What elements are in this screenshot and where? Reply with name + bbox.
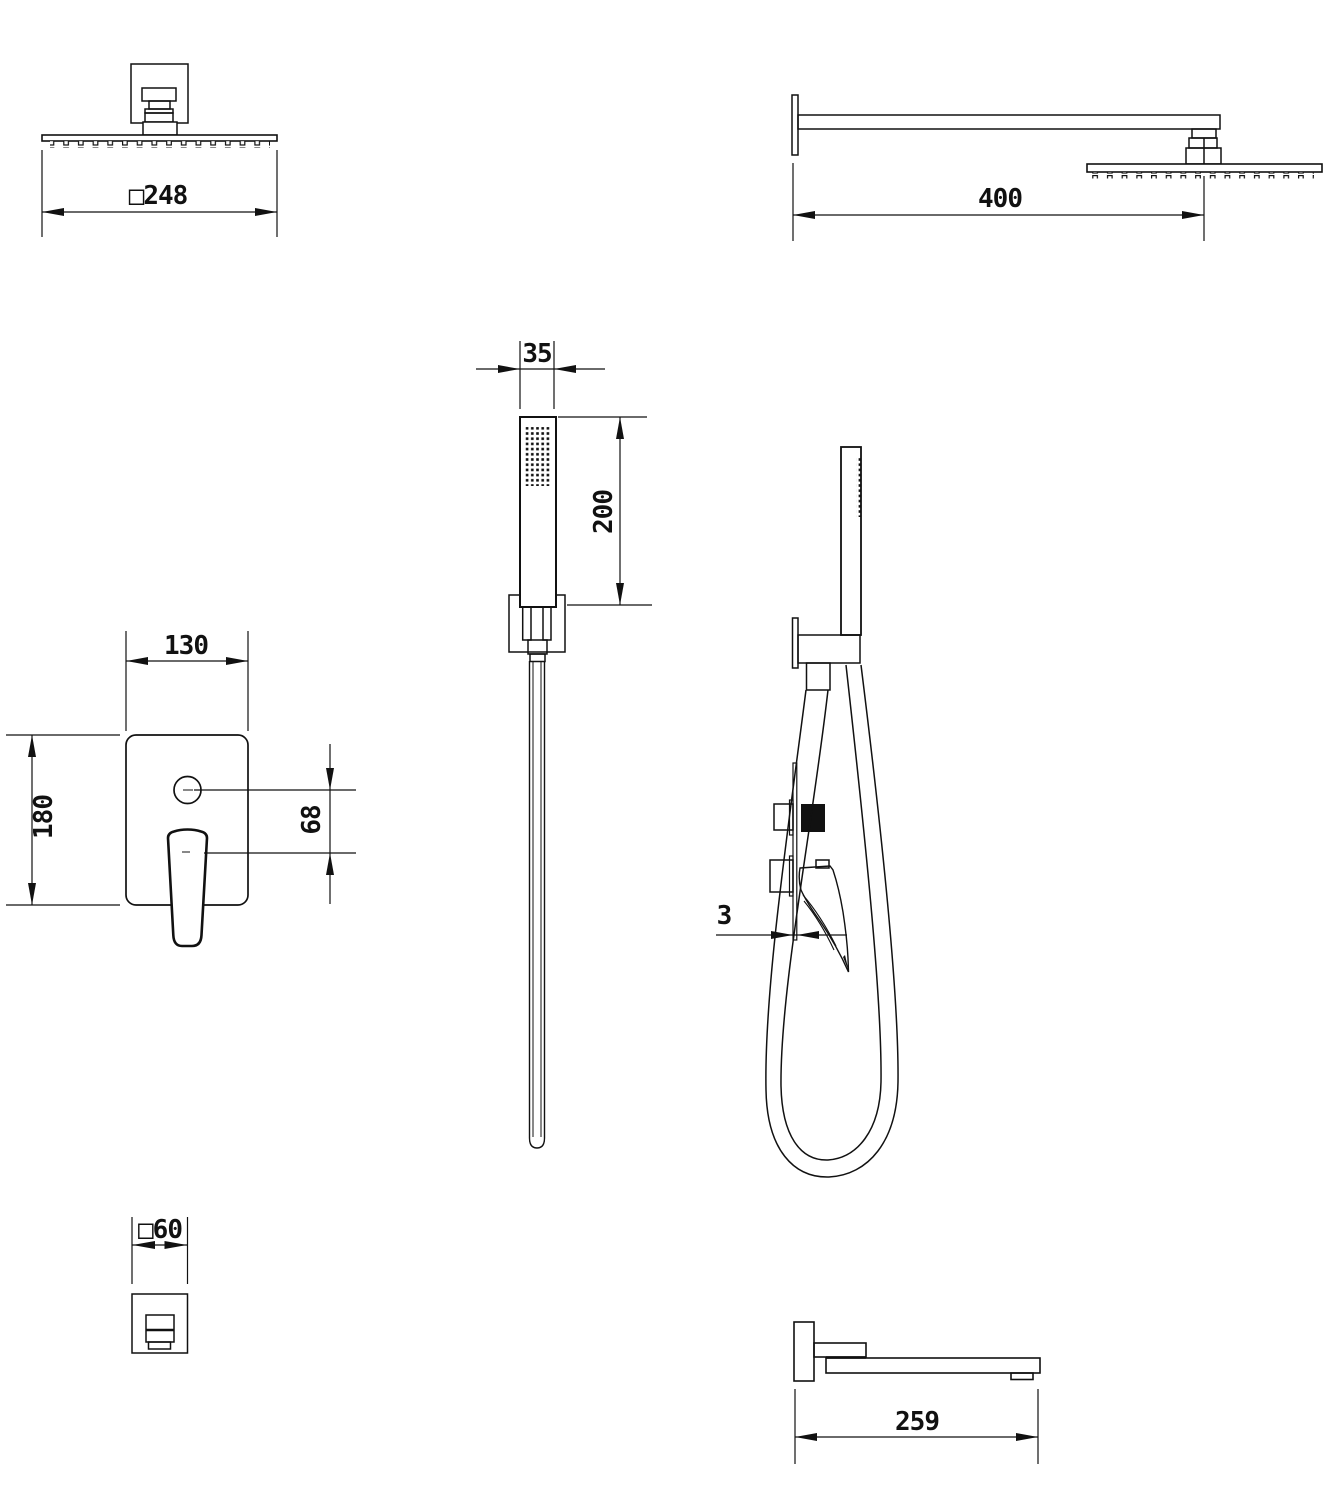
dim-label-mixer-height: 180: [29, 795, 59, 839]
dim-label-spout-length: 259: [895, 1407, 939, 1437]
mixer-dimension-180: [6, 735, 120, 905]
dim-label-rain-head-width: □248: [128, 181, 188, 211]
bath-spout-side-view: [794, 1322, 1040, 1381]
mixer-dimension-68: [194, 744, 356, 904]
hand-shower-front-view: [509, 417, 565, 1148]
dim-label-handshower-length: 200: [589, 490, 619, 534]
dim-label-mixer-width: 130: [164, 631, 208, 661]
dim-label-mixer-offset: 68: [297, 805, 327, 835]
shower-arm-side-view: [792, 95, 1322, 179]
rain-head-front-view: [42, 64, 277, 148]
hand-shower-side-view: [766, 447, 898, 1177]
wall-elbow-front-view: [132, 1294, 188, 1353]
mixer-trim-front-view: [126, 735, 248, 946]
dim-label-plate-thickness: 3: [716, 901, 732, 931]
dim-label-arm-length: 400: [978, 184, 1022, 214]
dim-label-handshower-width: 35: [522, 339, 552, 369]
dim-label-escutcheon-size: □60: [138, 1215, 182, 1245]
